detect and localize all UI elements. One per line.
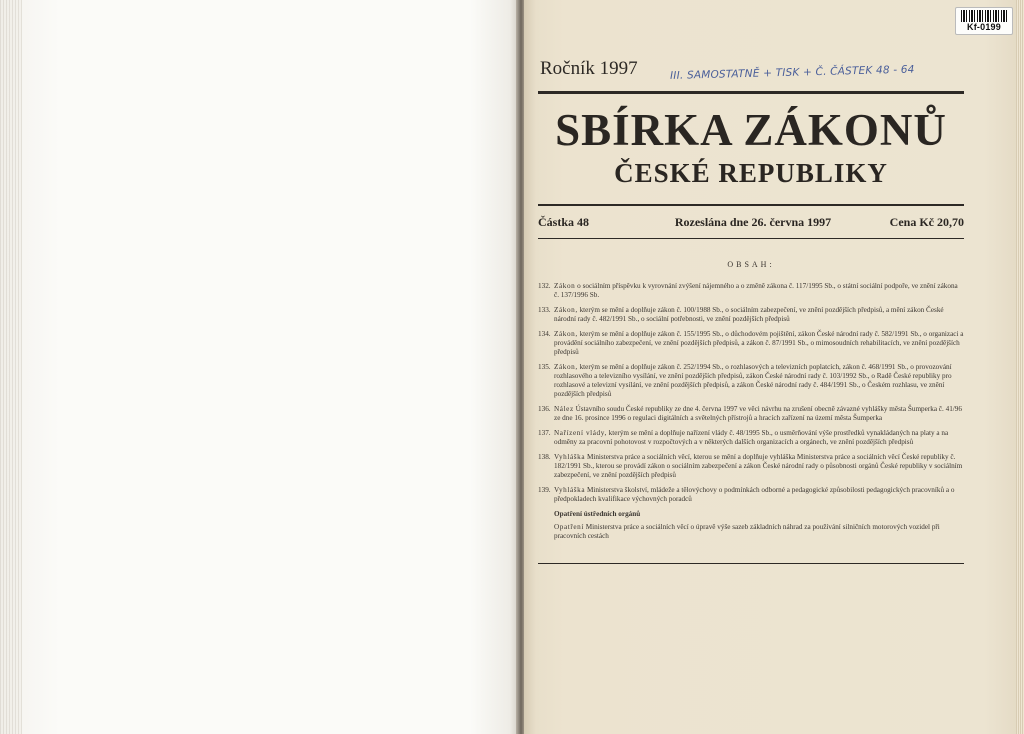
gazette-page (538, 0, 964, 734)
list-item: Opatření Ministerstva práce a sociálních věcí o úpravě výše sazeb základních náhrad za používání silničních motorových vozidel při pracovních cestách (554, 523, 940, 540)
list-item: 135. Zákon, kterým se mění a doplňuje zákon č. 252/1994 Sb., o rozhlasových a televizních poplatcích, zákon č. 468/1991 Sb., o provozování rozhlasového a televizního vysílání, ve znění pozdějších předpisů, zákon České národní rady č. 103/1992 Sb., o Radě České republiky pro rozhlasové a televizní vysílání, ve znění pozdějších předpisů, a zákon České národní rady č. 484/1991 Sb., o Českém rozhlasu, ve znění pozdějších předpisů (538, 363, 952, 398)
list-item: 137. Nařízení vlády, kterým se mění a doplňuje nařízení vlády č. 48/1995 Sb., o usměrňování výše prostředků vynakládaných na platy a na odměny za pracovní pohotovost v rozpočtových a v některých dalších organizacích a orgánech, ve znění pozdějších předpisů (538, 429, 949, 446)
header-rule (538, 204, 964, 206)
list-item: 134. Zákon, kterým se mění a doplňuje zákon č. 155/1995 Sb., o důchodovém pojištění, zákon České národní rady č. 582/1991 Sb., o organizaci a provádění sociálního zabezpečení, ve znění pozdějších předpisů, a zákon č. 87/1991 Sb., o mimosoudních rehabilitacích, ve znění pozdějších předpisů (538, 330, 964, 356)
page-edges (0, 0, 22, 734)
list-item: 138. Vyhláška Ministerstva práce a sociálních věcí, kterou se mění a doplňuje vyhláška Ministerstva práce a sociálních věcí České republiky č. 182/1991 Sb., kterou se provádí zákon o sociálním zabezpečení a zákon České národní rady o působnosti orgánů České republiky v sociálním zabezpečení, ve znění pozdějších předpisů (538, 453, 963, 479)
barcode-text: Kf-0199 (967, 22, 1001, 32)
gazette-subtitle: ČESKÉ REPUBLIKY (614, 158, 888, 188)
list-item: 132. Zákon o sociálním příspěvku k vyrovnání zvýšení nájemného a o změně zákona č. 117/1995 Sb., o státní sociální podpoře, ve znění zákona č. 137/1996 Sb. (538, 282, 958, 299)
issue-part: Částka 48 (538, 215, 590, 229)
top-rule (538, 91, 964, 94)
issue-price: Cena Kč 20,70 (889, 215, 964, 229)
page-edges-right (1016, 0, 1024, 734)
handwritten-note: III. SAMOSTATNĚ + TISK + Č. ČÁSTEK 48 - 64 (669, 63, 915, 82)
contents-heading: OBSAH: (727, 260, 775, 269)
bottom-rule (538, 563, 964, 564)
meta-rule (538, 238, 964, 239)
list-item: 136. Nález Ústavního soudu České republiky ze dne 4. června 1997 ve věci návrhu na zrušení obecně závazné vyhlášky města Šumperka č. 41/96 ze dne 16. prosince 1996 o regulaci digitálních a světelných přístrojů a hracích zařízení na území města Šumperka (538, 405, 962, 422)
gazette-title: SBÍRKA ZÁKONŮ (555, 105, 947, 155)
issue-date: Rozeslána dne 26. června 1997 (674, 215, 832, 229)
list-item: 139. Vyhláška Ministerstva školství, mládeže a tělovýchovy o podmínkách odborné a pedagogické způsobilosti pedagogických pracovníků a o předpokladech kvalifikace výchovných poradců (538, 486, 955, 503)
section-title: Opatření ústředních orgánů (554, 510, 641, 518)
issue-meta (538, 215, 964, 231)
year-volume: Ročník 1997 (540, 58, 638, 79)
list-item: 133. Zákon, kterým se mění a doplňuje zákon č. 100/1988 Sb., o sociálním zabezpečení, ve znění pozdějších předpisů, a mění zákon České národní rady č. 482/1991 Sb., o sociální potřebnosti, ve znění pozdějších předpisů (538, 306, 944, 323)
contents-list (538, 282, 964, 547)
barcode-icon (961, 10, 1007, 22)
